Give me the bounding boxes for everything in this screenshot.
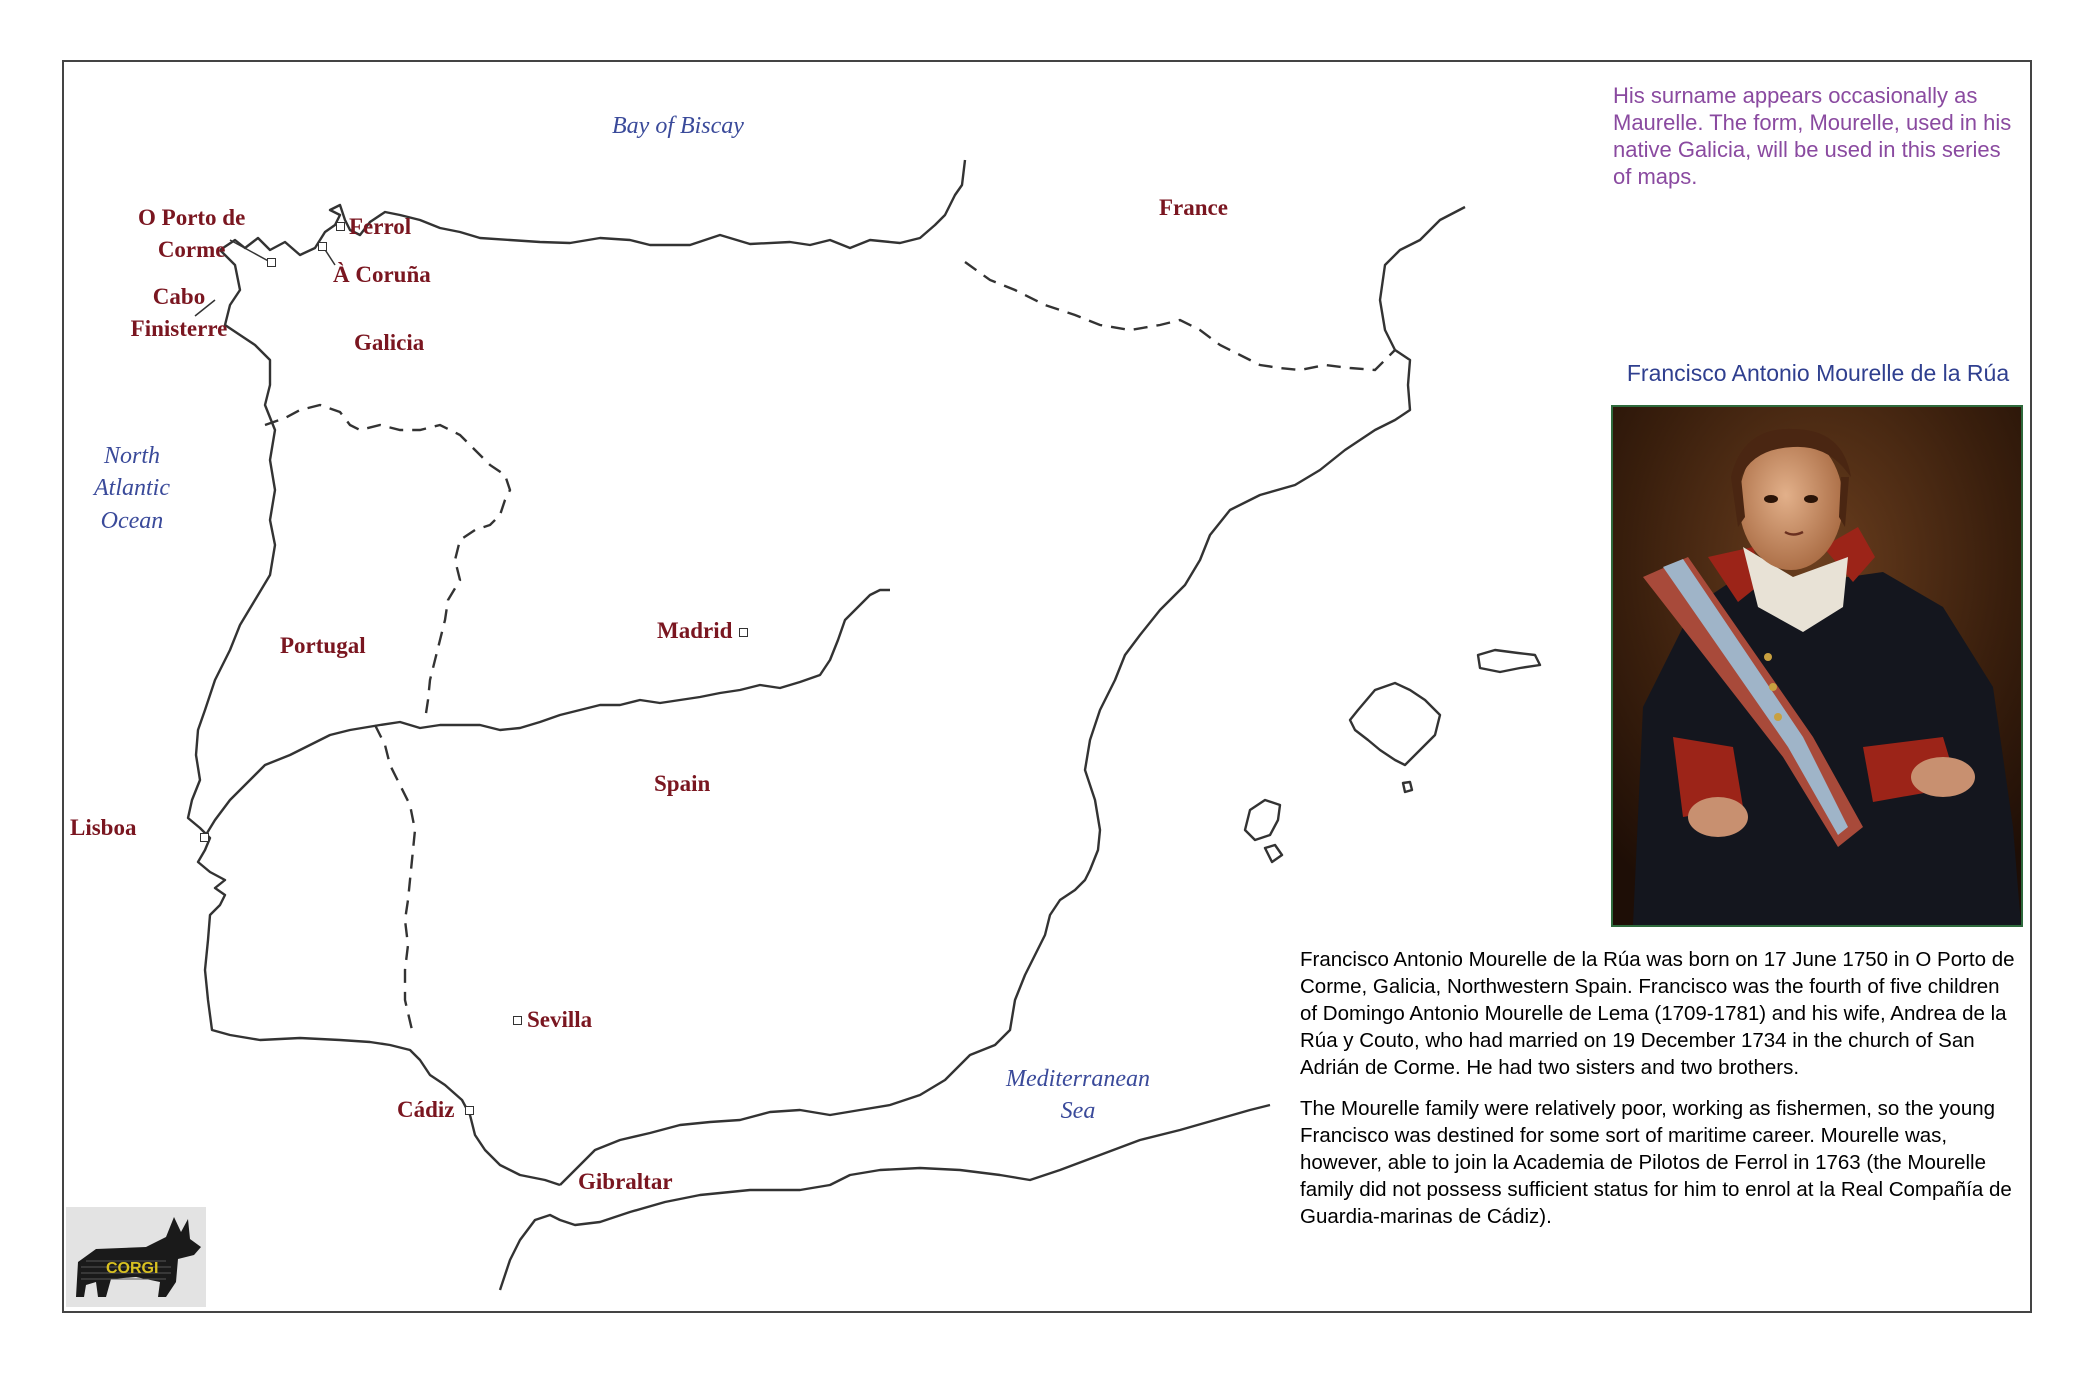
biography-paragraph-1: Francisco Antonio Mourelle de la Rúa was born on 17 June 1750 in O Porto de Corme, Galicia, Northwestern Spain. Francisco was the fourth of five children of Domingo Antonio Mourelle de Lema (1709-1781) and his wife, Andrea de la Rúa y Couto, who had married on 19 December 1734 in the church of San Adrián de Corme. He had two sisters and two brothers. [1300, 948, 2015, 1079]
sea-label-mediterranean-line2: Sea [1060, 1098, 1096, 1125]
portrait-title: Francisco Antonio Mourelle de la Rúa [1626, 360, 2010, 386]
marker-cadiz [465, 1106, 474, 1115]
sea-label-atlantic-line1: North [103, 443, 160, 469]
africa-coast [500, 1105, 1270, 1290]
place-label-sevilla: Sevilla [527, 1007, 593, 1032]
portrait-image [1611, 405, 2023, 927]
marker-coruna [318, 242, 327, 251]
place-label-porto-corme [138, 202, 245, 266]
place-label-lisboa: Lisboa [70, 815, 137, 840]
region-label-spain: Spain [654, 771, 711, 796]
marker-sevilla [513, 1016, 522, 1025]
portugal-south-border [375, 725, 415, 1030]
formentera [1265, 845, 1282, 862]
france-coast [1380, 207, 1465, 350]
corgi-logo [66, 1207, 206, 1307]
place-label-cadiz: Cádiz [397, 1097, 455, 1122]
sea-label-atlantic-line2: Atlantic [94, 475, 170, 502]
place-label-madrid: Madrid [657, 618, 733, 643]
biography-paragraph-2: The Mourelle family were relatively poor, working as fishermen, so the young Francisco was destined for some sort of maritime career. Mourelle was, however, able to join la Academia de Pilotos de Ferrol in 1763 (the Mourelle family did not possess sufficient status for him to enrol at la Real Compañía de Guardia-marinas de Cádiz). [1300, 1097, 2012, 1228]
portrait-painting [1613, 407, 2021, 925]
marker-lisboa [200, 833, 209, 842]
ibiza [1245, 800, 1280, 840]
sea-label-atlantic-line3: Ocean [100, 507, 164, 534]
mediterranean-coast [560, 350, 1410, 1185]
corgi-logo-graphic [66, 1207, 206, 1307]
cabrera [1403, 782, 1412, 792]
marker-ferrol [336, 222, 345, 231]
marker-porto-corme [267, 258, 276, 267]
place-label-porto-corme-line2: Corme [157, 237, 226, 262]
sea-label-mediterranean-line1: Mediterranean [1006, 1066, 1150, 1092]
region-label-galicia: Galicia [354, 330, 425, 355]
place-label-cabo-finisterre-line2: Finisterre [130, 316, 228, 341]
portugal-north-border [265, 405, 510, 720]
surname-note: His surname appears occasionally as Maurelle. The form, Mourelle, used in his native Galicia, will be used in this series of maps. [1613, 83, 2012, 189]
tagus-river [204, 590, 890, 838]
france-spain-border [965, 262, 1395, 370]
corgi-logo-text: CORGI [106, 1260, 159, 1277]
region-label-france: France [1159, 195, 1228, 220]
north-coast [220, 160, 965, 255]
menorca [1478, 650, 1540, 672]
place-label-ferrol: Ferrol [349, 214, 412, 239]
sea-label-biscay: Bay of Biscay [612, 113, 744, 139]
west-coast [188, 250, 560, 1185]
biography [1300, 946, 2020, 1244]
region-label-portugal: Portugal [280, 633, 366, 658]
marker-madrid [739, 628, 748, 637]
mallorca [1350, 683, 1440, 765]
sea-label-atlantic [82, 440, 182, 537]
place-label-coruna: À Coruña [333, 262, 431, 287]
sea-label-mediterranean [994, 1063, 1162, 1128]
place-label-cabo-finisterre-line1: Cabo [152, 284, 206, 309]
place-label-cabo-finisterre [127, 281, 231, 345]
place-label-gibraltar: Gibraltar [578, 1169, 673, 1194]
place-label-porto-corme-line1: O Porto de [138, 205, 246, 230]
